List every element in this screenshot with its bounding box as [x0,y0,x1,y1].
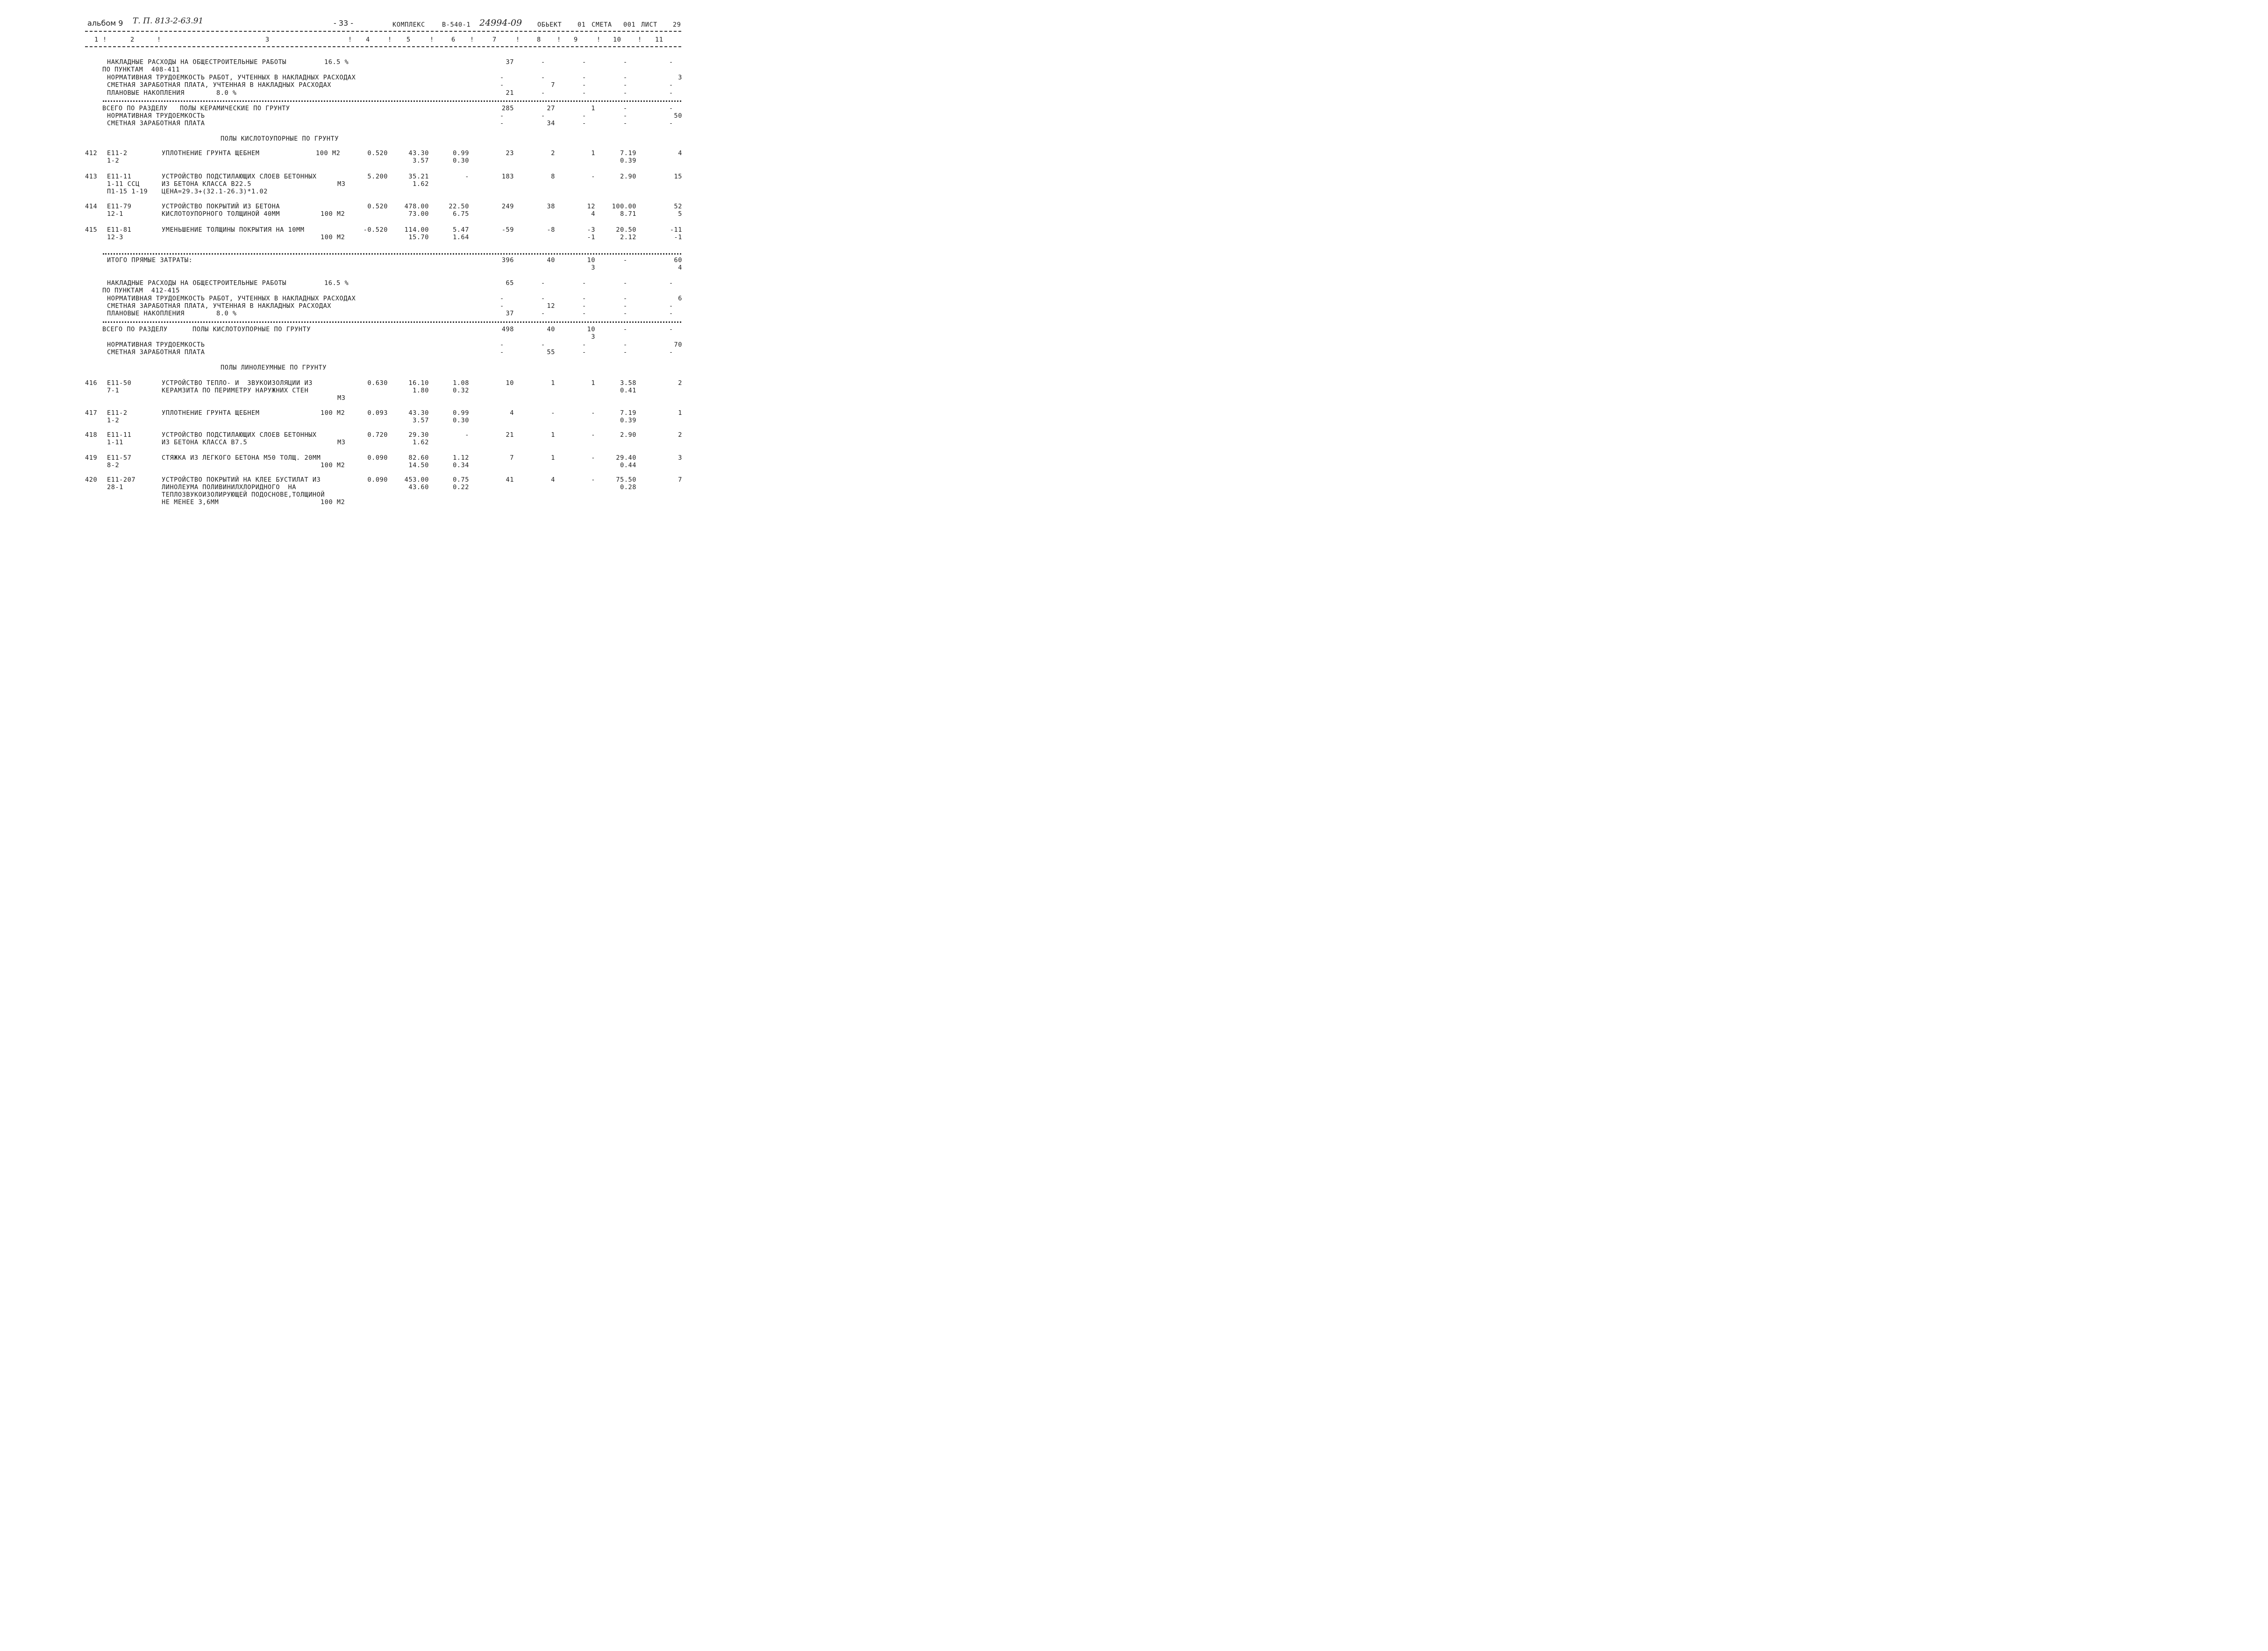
item-labor: 7.19 [620,409,636,417]
item-total-cost: 10 [506,379,514,387]
item-machine-cost: 0.99 [453,409,469,417]
item-quantity: 0.090 [367,454,388,462]
item-wage: 1 [551,454,555,462]
dash: - [582,89,586,97]
item-labor: 29.40 [616,454,636,462]
item-description: ИЗ БЕТОНА КЛАССА В22.5 [162,180,252,188]
item-labor-total: -11 [670,226,682,234]
item-machine-total: - [591,454,595,462]
item-unit: М3 [337,394,346,402]
item-wage: 8 [551,173,555,180]
item-description: УСТРОЙСТВО ПОКРЫТИЙ ИЗ БЕТОНА [162,203,280,210]
item-description: КЕРАМЗИТА ПО ПЕРИМЕТРУ НАРУЖНИХ СТЕН [162,387,309,394]
overhead-wage-label: СМЕТНАЯ ЗАРАБОТНАЯ ПЛАТА, УЧТЕННАЯ В НАКЛАДНЫХ РАСХОДАХ [107,81,332,89]
item-machine-cost: 1.12 [453,454,469,462]
item-description: СТЯЖКА ИЗ ЛЕГКОГО БЕТОНА М50 ТОЛЩ. 20ММ [162,454,321,462]
item-code: Е11-11 [107,431,132,439]
item-labor-total: 7 [678,476,682,484]
item-machine-cost: 5.47 [453,226,469,234]
item-number: 420 [85,476,98,484]
item-quantity: 0.093 [367,409,388,417]
item-machine-total: -3 [587,226,595,234]
overhead-items-range: ПО ПУНКТАМ 408-411 [102,66,180,73]
dash: - [500,295,504,302]
item-code: Е11-57 [107,454,132,462]
item-code: П1-15 1-19 [107,188,148,195]
item-description: УМЕНЬШЕНИЕ ТОЛЩИНЫ ПОКРЫТИЯ НА 10ММ [162,226,305,234]
planned-savings-label: ПЛАНОВЫЕ НАКОПЛЕНИЯ [107,89,185,97]
norm-labor-c11: 70 [674,341,682,349]
item-number: 412 [85,149,98,157]
item-labor-total: 15 [674,173,682,180]
item-labor: 0.39 [620,417,636,424]
section-total-label: ВСЕГО ПО РАЗДЕЛУ [102,326,168,333]
dash: - [541,89,545,97]
dash: - [582,302,586,310]
overhead-c7: 65 [506,279,514,287]
direct-costs-c11: 60 [674,256,682,264]
item-description: УПЛОТНЕНИЕ ГРУНТА ЩЕБНЕМ [162,409,260,417]
item-code: 12-1 [107,210,123,218]
direct-costs-c11-sub: 4 [678,264,682,271]
dash: - [623,58,628,66]
item-machine-cost: 0.32 [453,387,469,394]
column-separator: ! [348,36,352,43]
column-separator: ! [157,36,161,43]
item-unit-cost: 3.57 [413,157,429,164]
column-separator: ! [430,36,434,43]
item-unit-cost: 1.62 [413,439,429,446]
wage-c8: 55 [547,349,555,356]
overhead-wage-label: СМЕТНАЯ ЗАРАБОТНАЯ ПЛАТА, УЧТЕННАЯ В НАКЛАДНЫХ РАСХОДАХ [107,302,332,310]
item-number: 413 [85,173,98,180]
item-unit-cost: 1.62 [413,180,429,188]
item-number: 414 [85,203,98,210]
dash: - [582,112,586,120]
dash: - [582,81,586,89]
item-machine-cost: 0.75 [453,476,469,484]
item-labor: 20.50 [616,226,636,234]
album-label: альбом 9 [87,19,123,28]
item-unit: М3 [337,180,346,188]
item-unit: 100 М2 [321,409,345,417]
dash: - [500,349,504,356]
item-unit-cost: 43.30 [408,149,429,157]
item-quantity: 0.720 [367,431,388,439]
direct-costs-c8: 40 [547,256,555,264]
norm-labor-label: НОРМАТИВНАЯ ТРУДОЕМКОСТЬ [107,341,205,349]
dash: - [623,310,628,317]
dash: - [669,302,673,310]
column-number: 6 [451,36,456,43]
dash: - [582,310,586,317]
section-total-label: ВСЕГО ПО РАЗДЕЛУ [102,105,168,112]
item-description: ЛИНОЛЕУМА ПОЛИВИНИЛХЛОРИДНОГО НА [162,484,297,491]
item-labor-total: -1 [674,234,682,241]
item-machine-cost: 0.99 [453,149,469,157]
object-number: 01 [578,21,586,28]
item-description: УПЛОТНЕНИЕ ГРУНТА ЩЕБНЕМ [162,149,260,157]
item-code: Е11-207 [107,476,136,484]
header-rule [85,31,681,32]
item-unit-cost: 114.00 [404,226,429,234]
column-number: 5 [407,36,411,43]
dash: - [623,81,628,89]
dash: - [541,310,545,317]
dash: - [623,279,628,287]
complex-code: В-540-1 [442,21,471,28]
sheet-number: 29 [673,21,681,28]
planned-savings-c7: 21 [506,89,514,97]
item-labor-total: 52 [674,203,682,210]
item-machine-cost: 1.64 [453,234,469,241]
dash: - [582,295,586,302]
dash: - [669,58,673,66]
overhead-wage-c8: 7 [551,81,555,89]
item-code: 28-1 [107,484,123,491]
item-total-cost: 249 [501,203,514,210]
item-total-cost: 21 [506,431,514,439]
item-labor: 2.12 [620,234,636,241]
dash: - [500,74,504,81]
item-machine-total: -1 [587,234,595,241]
overhead-norm-label: НОРМАТИВНАЯ ТРУДОЕМКОСТЬ РАБОТ, УЧТЕННЫХ В НАКЛАДНЫХ РАСХОДАХ [107,295,356,302]
item-total-cost: 183 [501,173,514,180]
item-number: 418 [85,431,98,439]
section-total-c7: 498 [501,326,514,333]
direct-costs-c9: 10 [587,256,595,264]
item-quantity: 0.520 [367,149,388,157]
item-quantity: 0.520 [367,203,388,210]
item-code: 8-2 [107,462,120,469]
item-labor: 0.41 [620,387,636,394]
dash: - [623,349,628,356]
overhead-percent: 16.5 % [324,58,349,66]
dash: - [623,120,628,127]
dash: - [541,279,545,287]
section-total-c8: 27 [547,105,555,112]
item-code: Е11-2 [107,149,128,157]
overhead-wage-c8: 12 [547,302,555,310]
dash: - [623,89,628,97]
item-machine-total: 1 [591,149,595,157]
planned-savings-percent: 8.0 % [216,310,237,317]
item-unit-cost: 43.30 [408,409,429,417]
item-labor: 100.00 [612,203,636,210]
item-unit-cost: 43.60 [408,484,429,491]
item-unit-cost: 14.50 [408,462,429,469]
item-machine-cost: 0.30 [453,417,469,424]
dash: - [669,81,673,89]
item-wage: 4 [551,476,555,484]
section-title-linoleum: ПОЛЫ ЛИНОЛЕУМНЫЕ ПО ГРУНТУ [221,364,327,371]
item-total-cost: 41 [506,476,514,484]
section-total-c9-sub: 3 [591,333,595,341]
item-wage: 1 [551,379,555,387]
complex-label: КОМПЛЕКС [392,21,425,28]
column-number: 7 [492,36,497,43]
dash: - [500,302,504,310]
item-machine-cost: 0.30 [453,157,469,164]
item-unit-cost: 453.00 [404,476,429,484]
dash: - [541,295,545,302]
column-number: 9 [574,36,578,43]
item-total-cost: 23 [506,149,514,157]
item-unit-cost: 1.80 [413,387,429,394]
item-labor-total: 3 [678,454,682,462]
dash: - [669,89,673,97]
item-labor-total: 4 [678,149,682,157]
item-unit-cost: 478.00 [404,203,429,210]
item-unit: 100 М2 [321,210,345,218]
item-description: КИСЛОТОУПОРНОГО ТОЛЩИНОЙ 40ММ [162,210,280,218]
item-unit-cost: 15.70 [408,234,429,241]
dash: - [541,112,545,120]
item-machine-total: 12 [587,203,595,210]
norm-labor-label: НОРМАТИВНАЯ ТРУДОЕМКОСТЬ [107,112,205,120]
overhead-percent: 16.5 % [324,279,349,287]
item-description: ИЗ БЕТОНА КЛАССА В7.5 [162,439,248,446]
item-machine-total: - [591,431,595,439]
dotted-separator [103,321,681,323]
album-handwritten-number: Т. П. 813-2-63.91 [133,16,204,26]
dash: - [541,341,545,349]
column-separator: ! [516,36,520,43]
item-quantity: -0.520 [363,226,388,234]
dash: - [623,341,628,349]
item-code: 1-11 ССЦ [107,180,140,188]
dash: - [623,105,628,112]
item-quantity: 0.630 [367,379,388,387]
item-code: 7-1 [107,387,120,394]
dash: - [582,120,586,127]
item-labor-total: 5 [678,210,682,218]
dash: - [582,349,586,356]
item-machine-total: - [591,409,595,417]
item-total-cost: 7 [510,454,514,462]
document-page [0,0,726,528]
item-number: 417 [85,409,98,417]
direct-costs-c9-sub: 3 [591,264,595,271]
dash: - [582,74,586,81]
item-code: 1-2 [107,417,120,424]
item-unit-cost: 73.00 [408,210,429,218]
item-wage: 2 [551,149,555,157]
item-description: УСТРОЙСТВО ТЕПЛО- И ЗВУКОИЗОЛЯЦИИ ИЗ [162,379,313,387]
item-unit-cost: 3.57 [413,417,429,424]
estimate-number: 001 [623,21,636,28]
item-unit: 100 М2 [321,498,345,506]
item-description: УСТРОЙСТВО ПОДСТИЛАЮЩИХ СЛОЕВ БЕТОННЫХ [162,173,317,180]
planned-savings-c7: 37 [506,310,514,317]
planned-savings-percent: 8.0 % [216,89,237,97]
section-title-acidproof: ПОЛЫ КИСЛОТОУПОРНЫЕ ПО ГРУНТУ [221,135,339,142]
planned-savings-label: ПЛАНОВЫЕ НАКОПЛЕНИЯ [107,310,185,317]
item-labor: 3.58 [620,379,636,387]
item-number: 416 [85,379,98,387]
item-labor: 7.19 [620,149,636,157]
page-number: - 33 - [334,19,354,28]
item-machine-cost: - [465,173,469,180]
column-number: 4 [366,36,370,43]
item-code: Е11-79 [107,203,132,210]
overhead-norm-c11: 6 [678,295,682,302]
section-total-c9: 10 [587,326,595,333]
item-machine-cost: 22.50 [449,203,469,210]
column-separator: ! [388,36,392,43]
dash: - [582,341,586,349]
section-total-name: ПОЛЫ КЕРАМИЧЕСКИЕ ПО ГРУНТУ [180,105,290,112]
item-wage: 38 [547,203,555,210]
item-machine-cost: 0.22 [453,484,469,491]
item-total-cost: 4 [510,409,514,417]
dash: - [669,120,673,127]
item-labor-total: 2 [678,431,682,439]
dash: - [541,58,545,66]
dash: - [582,58,586,66]
dotted-separator [103,253,681,255]
direct-costs-label: ИТОГО ПРЯМЫЕ ЗАТРАТЫ: [107,256,193,264]
item-wage: 1 [551,431,555,439]
item-unit-cost: 29.30 [408,431,429,439]
section-total-c7: 285 [501,105,514,112]
item-quantity: 5.200 [367,173,388,180]
item-code: Е11-81 [107,226,132,234]
section-total-name: ПОЛЫ КИСЛОТОУПОРНЫЕ ПО ГРУНТУ [193,326,311,333]
item-machine-total: 4 [591,210,595,218]
item-machine-cost: 0.34 [453,462,469,469]
dash: - [623,295,628,302]
overhead-c7: 37 [506,58,514,66]
column-number: 10 [613,36,621,43]
item-labor: 0.39 [620,157,636,164]
dash: - [669,105,673,112]
dash: - [500,112,504,120]
item-code: 1-2 [107,157,120,164]
item-total-cost: -59 [501,226,514,234]
overhead-norm-c11: 3 [678,74,682,81]
dash: - [500,120,504,127]
dash: - [669,326,673,333]
dash: - [623,302,628,310]
item-labor: 2.90 [620,431,636,439]
item-code: Е11-2 [107,409,128,417]
column-separator: ! [638,36,642,43]
item-labor-total: 2 [678,379,682,387]
object-label: ОБЬЕКТ [537,21,562,28]
item-unit: 100 М2 [316,149,341,157]
wage-label: СМЕТНАЯ ЗАРАБОТНАЯ ПЛАТА [107,120,205,127]
column-separator: ! [557,36,561,43]
section-total-c9: 1 [591,105,595,112]
overhead-norm-label: НОРМАТИВНАЯ ТРУДОЕМКОСТЬ РАБОТ, УЧТЕННЫХ В НАКЛАДНЫХ РАСХОДАХ [107,74,356,81]
item-description: УСТРОЙСТВО ПОКРЫТИЙ НА КЛЕЕ БУСТИЛАТ ИЗ [162,476,321,484]
overhead-title: НАКЛАДНЫЕ РАСХОДЫ НА ОБЩЕСТРОИТЕЛЬНЫЕ РАБОТЫ [107,58,287,66]
item-wage: -8 [547,226,555,234]
column-number: 1 [94,36,99,43]
item-machine-cost: 1.08 [453,379,469,387]
overhead-title: НАКЛАДНЫЕ РАСХОДЫ НА ОБЩЕСТРОИТЕЛЬНЫЕ РАБОТЫ [107,279,287,287]
wage-label: СМЕТНАЯ ЗАРАБОТНАЯ ПЛАТА [107,349,205,356]
item-number: 419 [85,454,98,462]
dash: - [669,279,673,287]
dash: - [500,341,504,349]
column-separator: ! [597,36,601,43]
dash: - [623,74,628,81]
item-machine-total: - [591,476,595,484]
item-labor: 0.28 [620,484,636,491]
norm-labor-c11: 50 [674,112,682,120]
dash: - [669,349,673,356]
dash: - [500,81,504,89]
dash: - [623,256,628,264]
column-number: 3 [265,36,270,43]
item-machine-total: - [591,173,595,180]
item-machine-cost: - [465,431,469,439]
item-machine-cost: 6.75 [453,210,469,218]
direct-costs-c7: 396 [501,256,514,264]
item-number: 415 [85,226,98,234]
item-labor: 2.90 [620,173,636,180]
estimate-label: СМЕТА [592,21,612,28]
column-separator: ! [470,36,474,43]
item-unit-cost: 82.60 [408,454,429,462]
dash: - [623,112,628,120]
wage-c8: 34 [547,120,555,127]
item-description: УСТРОЙСТВО ПОДСТИЛАЮЩИХ СЛОЕВ БЕТОННЫХ [162,431,317,439]
item-quantity: 0.090 [367,476,388,484]
item-labor-total: 1 [678,409,682,417]
item-code: Е11-50 [107,379,132,387]
overhead-items-range: ПО ПУНКТАМ 412-415 [102,287,180,294]
item-unit: М3 [337,439,346,446]
item-code: Е11-11 [107,173,132,180]
item-labor: 75.50 [616,476,636,484]
item-description: ЦЕНА=29.3+(32.1-26.3)*1.02 [162,188,268,195]
column-number: 8 [537,36,541,43]
item-unit: 100 М2 [321,462,345,469]
dash: - [623,326,628,333]
item-wage: - [551,409,555,417]
dash: - [582,279,586,287]
item-description: НЕ МЕНЕЕ 3,6ММ [162,498,219,506]
item-machine-total: 1 [591,379,595,387]
item-code: 1-11 [107,439,123,446]
column-number: 2 [130,36,135,43]
sheet-label: ЛИСТ [641,21,657,28]
item-labor: 8.71 [620,210,636,218]
item-description: ТЕПЛОЗВУКОИЗОЛИРУЮЩЕЙ ПОДОСНОВЕ,ТОЛЩИНОЙ [162,491,325,498]
item-unit-cost: 35.21 [408,173,429,180]
item-code: 12-3 [107,234,123,241]
dash: - [541,74,545,81]
complex-handwritten-code: 24994-09 [479,18,522,28]
dotted-separator [103,100,681,102]
column-header-rule [85,46,681,47]
dash: - [669,310,673,317]
item-unit-cost: 16.10 [408,379,429,387]
item-labor: 0.44 [620,462,636,469]
item-unit: 100 М2 [321,234,345,241]
column-separator: ! [103,36,107,43]
column-number: 11 [655,36,663,43]
section-total-c8: 40 [547,326,555,333]
